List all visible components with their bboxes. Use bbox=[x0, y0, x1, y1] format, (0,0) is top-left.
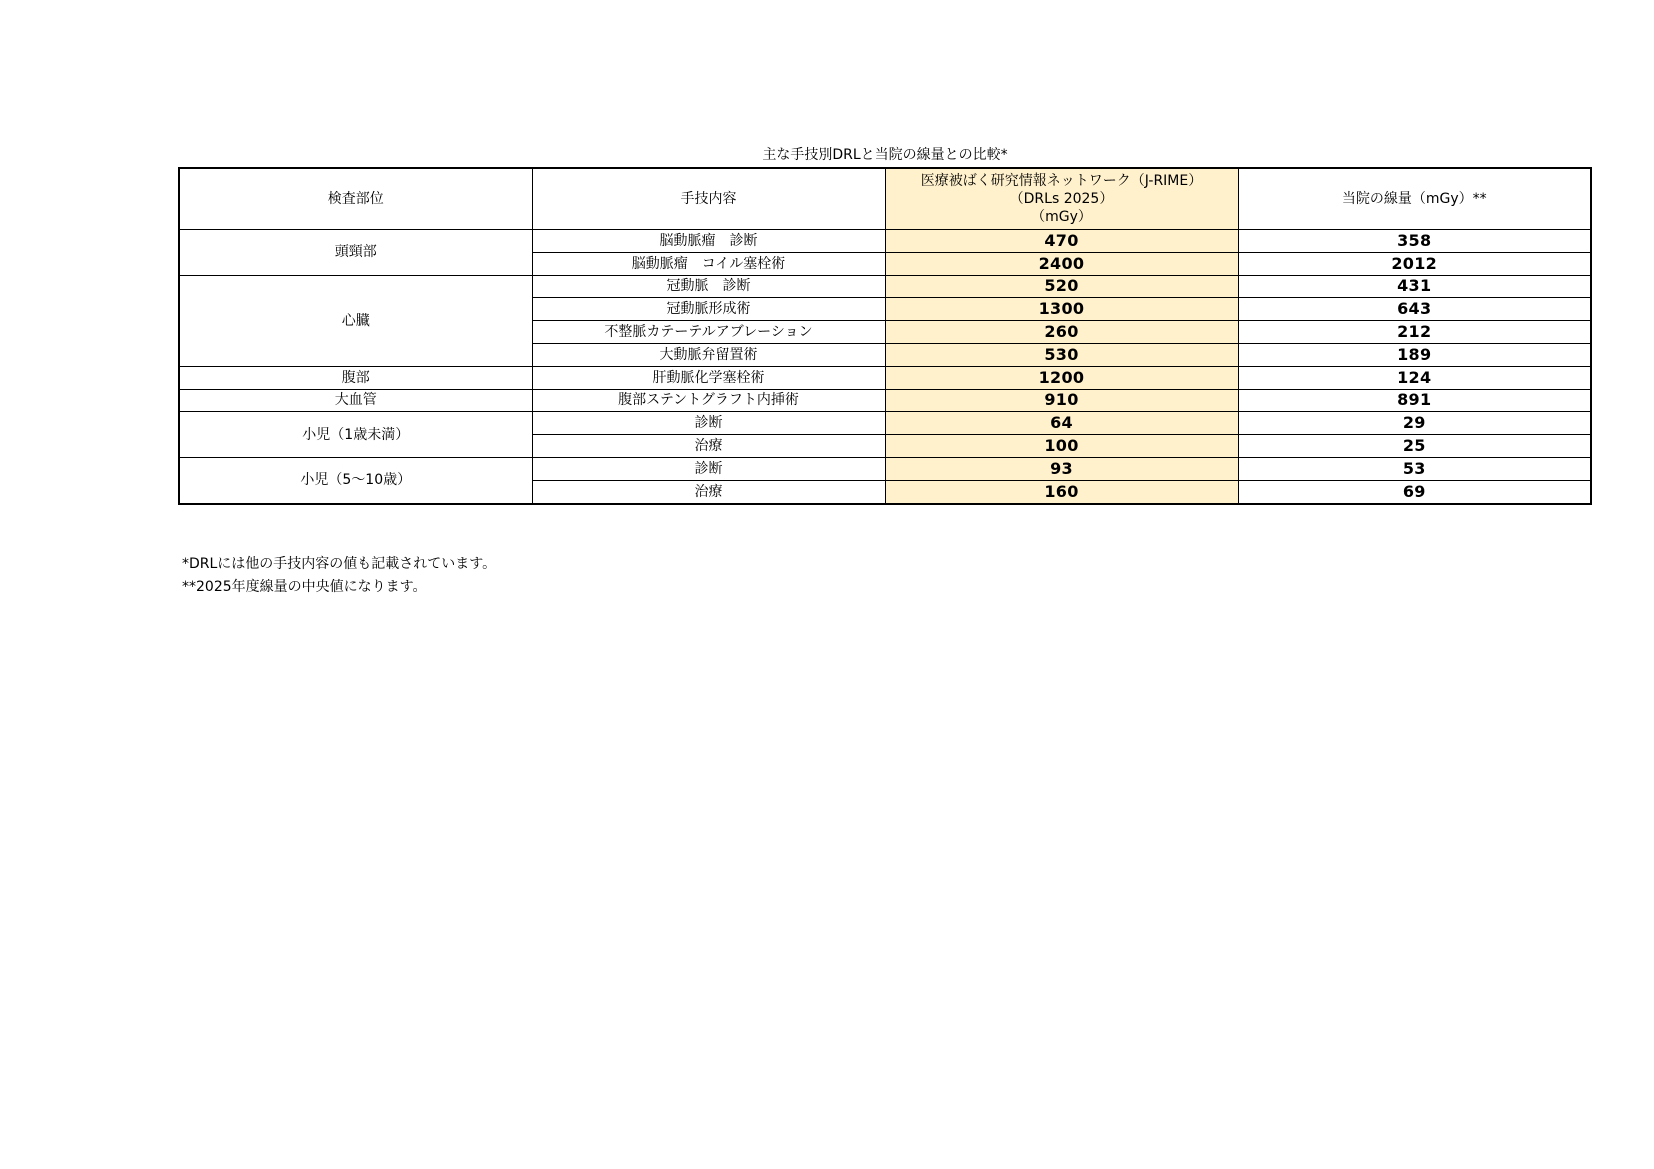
header-region: 検査部位 bbox=[179, 168, 532, 230]
drl-value-cell: 260 bbox=[885, 321, 1238, 344]
header-procedure: 手技内容 bbox=[532, 168, 885, 230]
hospital-value-cell: 212 bbox=[1238, 321, 1591, 344]
table-row bbox=[179, 412, 1591, 435]
table-row bbox=[179, 389, 1591, 412]
procedure-cell: 脳動脈瘤 診断 bbox=[532, 230, 885, 253]
footnotes bbox=[182, 553, 496, 599]
hospital-value-cell: 124 bbox=[1238, 366, 1591, 389]
procedure-cell: 大動脈弁留置術 bbox=[532, 343, 885, 366]
hospital-value-cell: 891 bbox=[1238, 389, 1591, 412]
hospital-value-cell: 189 bbox=[1238, 343, 1591, 366]
drl-value-cell: 160 bbox=[885, 480, 1238, 503]
drl-comparison-table bbox=[178, 167, 1592, 505]
header-drl-line1: 医療被ばく研究情報ネットワーク（J-RIME） bbox=[920, 173, 1203, 189]
drl-value-cell: 470 bbox=[885, 230, 1238, 253]
procedure-cell: 冠動脈形成術 bbox=[532, 298, 885, 321]
procedure-cell: 診断 bbox=[532, 412, 885, 435]
drl-value-cell: 100 bbox=[885, 435, 1238, 458]
drl-value-cell: 64 bbox=[885, 412, 1238, 435]
procedure-cell: 冠動脈 診断 bbox=[532, 275, 885, 298]
drl-value-cell: 520 bbox=[885, 275, 1238, 298]
region-cell: 小児（5～10歳） bbox=[179, 457, 532, 503]
table-row bbox=[179, 366, 1591, 389]
procedure-cell: 治療 bbox=[532, 435, 885, 458]
header-row bbox=[179, 168, 1591, 230]
header-hospital-dose: 当院の線量（mGy）** bbox=[1238, 168, 1591, 230]
hospital-value-cell: 53 bbox=[1238, 457, 1591, 480]
header-drl-line3: （mGy） bbox=[1031, 209, 1092, 225]
hospital-value-cell: 2012 bbox=[1238, 252, 1591, 275]
procedure-cell: 診断 bbox=[532, 457, 885, 480]
region-cell: 頭頸部 bbox=[179, 230, 532, 276]
drl-value-cell: 1200 bbox=[885, 366, 1238, 389]
hospital-value-cell: 25 bbox=[1238, 435, 1591, 458]
table-row bbox=[179, 230, 1591, 253]
procedure-cell: 腹部ステントグラフト内挿術 bbox=[532, 389, 885, 412]
procedure-cell: 脳動脈瘤 コイル塞栓術 bbox=[532, 252, 885, 275]
hospital-value-cell: 29 bbox=[1238, 412, 1591, 435]
table-caption: 主な手技別DRLと当院の線量との比較* bbox=[762, 147, 1008, 163]
region-cell: 心臓 bbox=[179, 275, 532, 366]
region-cell: 腹部 bbox=[179, 366, 532, 389]
drl-value-cell: 2400 bbox=[885, 252, 1238, 275]
drl-value-cell: 910 bbox=[885, 389, 1238, 412]
hospital-value-cell: 69 bbox=[1238, 480, 1591, 503]
table-row bbox=[179, 457, 1591, 480]
drl-value-cell: 93 bbox=[885, 457, 1238, 480]
procedure-cell: 肝動脈化学塞栓術 bbox=[532, 366, 885, 389]
header-drl-line2: （DRLs 2025） bbox=[1009, 191, 1114, 207]
footnote-drl: *DRLには他の手技内容の値も記載されています。 bbox=[182, 556, 497, 572]
drl-value-cell: 530 bbox=[885, 343, 1238, 366]
region-cell: 大血管 bbox=[179, 389, 532, 412]
footnote-median: **2025年度線量の中央値になります。 bbox=[182, 579, 427, 595]
region-cell: 小児（1歳未満） bbox=[179, 412, 532, 458]
procedure-cell: 不整脈カテーテルアブレーション bbox=[532, 321, 885, 344]
procedure-cell: 治療 bbox=[532, 480, 885, 503]
hospital-value-cell: 358 bbox=[1238, 230, 1591, 253]
hospital-value-cell: 643 bbox=[1238, 298, 1591, 321]
table-row bbox=[179, 275, 1591, 298]
drl-value-cell: 1300 bbox=[885, 298, 1238, 321]
hospital-value-cell: 431 bbox=[1238, 275, 1591, 298]
header-drl bbox=[885, 168, 1238, 230]
